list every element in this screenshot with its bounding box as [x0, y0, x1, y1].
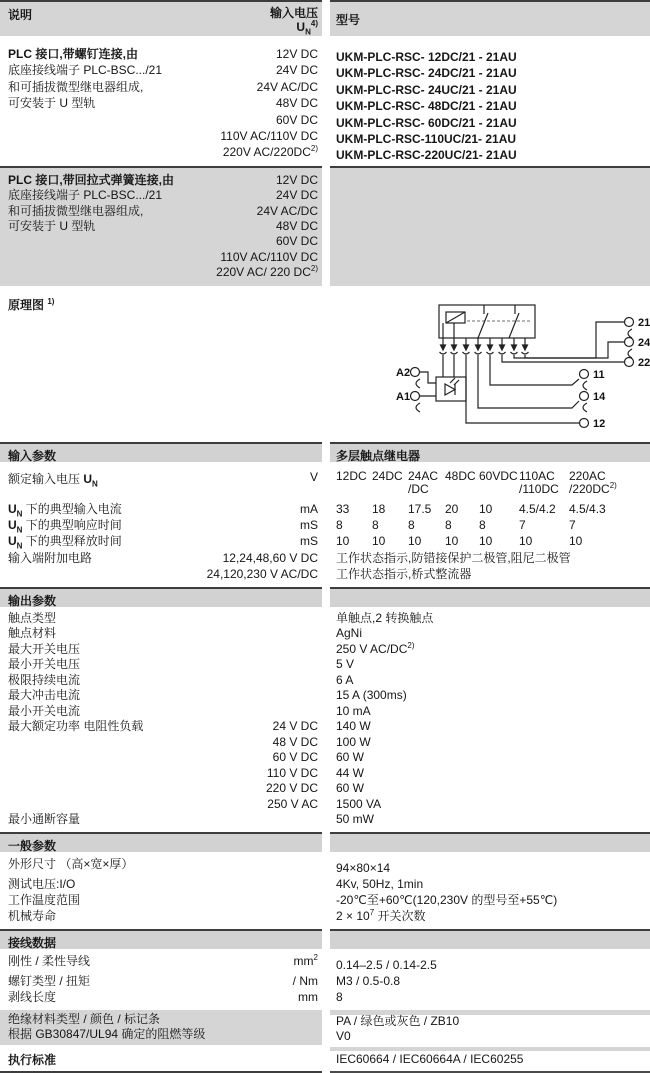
min-switch-current-left	[0, 704, 322, 720]
rated-power-value-24: 140 W	[336, 719, 371, 734]
extra-circuit-left1	[0, 550, 322, 567]
response-time-values: 8 8 8 8 8 7 7	[336, 517, 576, 532]
input-voltage-title-line1: 输入电压	[269, 6, 318, 20]
model-column-title: 型号	[336, 13, 361, 27]
input-voltage-column-title	[270, 6, 318, 36]
rated-power-value-250: 1500 VA	[336, 796, 382, 811]
description-column-title: 说明	[8, 8, 33, 22]
insulation-left	[0, 1010, 322, 1045]
block1-left-cell	[0, 41, 322, 166]
min-capacity-value: 50 mW	[336, 812, 375, 827]
relay-type-title: 多层触点继电器	[330, 442, 650, 462]
socket-contact	[628, 349, 632, 358]
strip-length-left	[0, 989, 322, 1005]
rated-power-left-48	[0, 735, 322, 751]
mech-life-left	[0, 908, 322, 924]
extra-circuit-mid1: 12,24,48,60 V DC	[222, 550, 318, 565]
col-220ac: 220AC /220DC$^{2)}$	[569, 468, 617, 497]
rated-power-value-110: 44 W	[336, 765, 365, 780]
min-capacity-row	[0, 812, 650, 828]
release-time-label: $U_N$ 下的典型释放时间	[8, 534, 122, 551]
response-time-left	[0, 517, 322, 533]
contact-type-label: 触点类型	[8, 610, 57, 625]
socket-contact	[583, 381, 587, 390]
rated-power-mid-48: 48 V DC	[272, 734, 318, 749]
extra-circuit-value2: 工作状态指示,桥式整流器	[336, 567, 472, 582]
col-24acdc: 24AC /DC	[408, 468, 439, 497]
strip-length-row	[0, 989, 650, 1005]
wire-to-21	[525, 322, 624, 358]
wire	[420, 372, 437, 383]
contact1-mover	[478, 313, 488, 338]
label-a2: A2	[396, 366, 411, 379]
strip-length-label: 剥线长度	[8, 990, 57, 1005]
product-block-spring	[0, 166, 650, 286]
schematic-row	[0, 288, 650, 438]
contact-material-value: AgNi	[336, 626, 363, 641]
rated-power-row-24	[0, 719, 650, 735]
schematic-label	[0, 288, 322, 438]
screw-row	[0, 973, 650, 989]
min-switch-voltage-row	[0, 657, 650, 673]
max-switch-voltage-row	[0, 642, 650, 658]
rated-power-row-48	[0, 735, 650, 751]
socket-contact	[416, 379, 420, 388]
voltage-item: 48V DC	[275, 96, 318, 111]
min-capacity-label: 最小通断容量	[8, 812, 81, 827]
input-voltage-title-line2: $U_N^{4)}$	[296, 19, 318, 37]
rated-power-row-220	[0, 781, 650, 797]
dimensions-label: 外形尺寸 （高×宽×厚）	[8, 856, 134, 871]
limit-current-value: 6 A	[336, 672, 354, 687]
relay-pins	[440, 338, 529, 354]
block2-description	[8, 173, 174, 281]
extra-circuit-mid2: 24,120,230 V AC/DC	[206, 567, 318, 582]
dimensions-value: 94×80×14	[336, 860, 391, 875]
terminal-11	[580, 369, 589, 378]
header-left-cell	[0, 0, 322, 36]
min-switch-voltage-value: 5 V	[336, 657, 355, 672]
block2-voltage-list	[216, 173, 318, 281]
max-switch-voltage-value: 250 V AC/DC$^{2)}$	[336, 640, 415, 656]
rated-voltage-left	[0, 466, 322, 497]
inrush-current-left	[0, 688, 322, 704]
voltage-item: 12V DC	[275, 47, 318, 61]
terminal-a2	[411, 367, 420, 376]
wiring-section-bar	[0, 929, 650, 949]
block1-desc-line3: 和可插拔微型继电器组成,	[8, 79, 144, 94]
screw-label: 螺钉类型 / 扭矩	[8, 974, 91, 989]
test-voltage-row	[0, 876, 650, 892]
relay-circuit-diagram	[336, 288, 650, 438]
min-switch-current-label: 最小开关电流	[8, 703, 81, 718]
rated-power-mid-110: 110 V DC	[266, 765, 318, 780]
rated-power-mid-250: 250 V AC	[267, 796, 318, 811]
standards-row	[0, 1047, 650, 1073]
block1-desc-line2: 底座接线端子 PLC-BSC.../21	[8, 63, 163, 78]
min-switch-voltage-label: 最小开关电压	[8, 657, 81, 672]
insulation-right	[330, 1010, 650, 1045]
model-number: UKM-PLC-RSC- 60DC/21 - 21AU	[336, 115, 517, 130]
dimensions-left	[0, 856, 322, 876]
general-section-bar	[0, 832, 650, 852]
contact-material-label: 触点材料	[8, 626, 57, 641]
diode-symbol	[445, 378, 459, 395]
indicator-diode-box	[436, 377, 466, 401]
contact-type-value: 单触点,2 转换触点	[336, 610, 434, 625]
model-number: UKM-PLC-RSC- 12DC/21 - 21AU	[336, 50, 517, 64]
limit-current-label: 极限持续电流	[8, 672, 81, 687]
strip-length-value: 8	[336, 990, 343, 1005]
rated-power-left-250	[0, 797, 322, 813]
voltage-item: 220V AC/220DC$^{2)}$	[222, 144, 318, 160]
rated-power-mid-60: 60 V DC	[272, 750, 318, 765]
standards-value: IEC60664 / IEC60664A / IEC60255	[330, 1047, 650, 1073]
general-section-title: 一般参数	[0, 832, 322, 852]
block2-desc-line2: 底座接线端子 PLC-BSC.../21	[8, 188, 163, 203]
insulation-material-label: 绝缘材料类型 / 颜色 / 标记条	[8, 1011, 161, 1026]
input-current-row	[0, 501, 650, 517]
flammability-label: 根据 GB30847/UL94 确定的阻燃等级	[8, 1026, 206, 1041]
rated-power-mid-220: 220 V DC	[265, 781, 318, 796]
rated-voltage-label: 额定输入电压 $U_N$	[8, 471, 98, 489]
limit-current-row	[0, 673, 650, 689]
extra-circuit-left2	[0, 566, 322, 583]
socket-contact	[583, 403, 587, 412]
header-right-cell	[330, 0, 650, 36]
contact-type-row	[0, 607, 650, 627]
voltage-item: 24V AC/DC	[256, 203, 318, 218]
wiring-section-bar-right	[330, 929, 650, 949]
mech-life-label: 机械寿命	[8, 909, 57, 924]
rated-voltage-unit: V	[309, 469, 318, 484]
schematic-label-text: 原理图	[8, 297, 48, 312]
conductor-value: 0.14–2.5 / 0.14-2.5	[336, 957, 437, 972]
wiring-section-title: 接线数据	[0, 929, 322, 949]
max-switch-voltage-label: 最大开关电压	[8, 641, 81, 656]
temp-range-value: -20℃至+60℃(120,230V 的型号至+55℃)	[336, 893, 558, 908]
min-switch-current-value: 10 mA	[336, 703, 371, 718]
screw-left	[0, 973, 322, 989]
block2-desc-line4: 可安装于 U 型轨	[8, 219, 96, 234]
test-voltage-label: 测试电压:I/O	[8, 876, 76, 891]
conductor-left	[0, 953, 322, 973]
input-current-unit: mA	[300, 501, 318, 516]
block2-left-cell	[0, 166, 322, 286]
input-section-bar	[0, 442, 650, 462]
test-voltage-left	[0, 876, 322, 892]
col-12dc: 12DC	[336, 468, 367, 483]
insulation-material-value: PA / 绿色或灰色 / ZB10	[336, 1013, 460, 1028]
wire-to-24	[514, 342, 624, 358]
standards-label: 执行标准	[0, 1047, 322, 1073]
block2-desc-line1: PLC 接口,带回拉式弹簧连接,由	[8, 172, 175, 187]
screw-value: M3 / 0.5-0.8	[336, 974, 401, 989]
contact2-mover	[509, 313, 519, 338]
rated-power-label: 最大额定功率 电阻性负载	[8, 719, 144, 734]
contact-type-left	[0, 611, 322, 627]
strip-length-unit: mm	[298, 990, 318, 1005]
rated-power-left	[0, 719, 322, 735]
voltage-item: 24V DC	[275, 63, 318, 78]
voltage-matrix-header	[330, 466, 650, 497]
socket-contact	[628, 329, 632, 338]
output-section-bar	[0, 587, 650, 607]
temp-range-row	[0, 892, 650, 908]
release-time-left	[0, 533, 322, 549]
input-section-title: 输入参数	[0, 442, 322, 462]
voltage-item: 220V AC/ 220 DC$^{2)}$	[216, 264, 318, 280]
terminal-a1	[411, 391, 420, 400]
output-section-bar-right	[330, 587, 650, 607]
test-voltage-value: 4Kv, 50Hz, 1min	[336, 876, 424, 891]
terminal-24	[625, 337, 634, 346]
conductor-label: 刚性 / 柔性导线	[8, 953, 91, 968]
product-block-screw	[0, 41, 650, 166]
rated-power-value-48: 100 W	[336, 734, 371, 749]
rated-power-value-220: 60 W	[336, 781, 365, 796]
wire-to-14	[478, 355, 579, 408]
contact-material-row	[0, 626, 650, 642]
inrush-current-row	[0, 688, 650, 704]
rated-power-mid-24: 24 V DC	[272, 719, 318, 734]
inrush-current-label: 最大冲击电流	[8, 688, 81, 703]
mech-life-row	[0, 908, 650, 924]
max-switch-voltage-left	[0, 642, 322, 658]
col-110ac: 110AC /110DC	[519, 468, 559, 497]
terminal-22	[625, 357, 634, 366]
label-21: 21	[638, 316, 650, 329]
response-time-row	[0, 517, 650, 533]
limit-current-left	[0, 673, 322, 689]
rated-power-left-110	[0, 766, 322, 782]
block1-voltage-list	[220, 46, 318, 161]
col-48dc: 48DC	[445, 468, 476, 483]
extra-circuit-value1: 工作状态指示,防错接保护二极管,阻尼二极管	[336, 550, 571, 565]
model-number: UKM-PLC-RSC- 24DC/21 - 21AU	[336, 66, 517, 81]
min-capacity-left	[0, 812, 322, 828]
input-current-values: 33 18 17.5 20 10 4.5/4.2 4.5/4.3	[336, 501, 606, 516]
extra-circuit-row2	[0, 566, 650, 583]
output-section-title: 输出参数	[0, 587, 322, 607]
voltage-item: 48V DC	[275, 219, 318, 234]
dimensions-row	[0, 852, 650, 876]
conductor-unit: $mm^2$	[293, 952, 318, 968]
release-time-unit: mS	[300, 534, 318, 549]
voltage-item: 24V AC/DC	[256, 79, 318, 94]
terminal-14	[580, 391, 589, 400]
voltage-item: 110V AC/110V DC	[220, 129, 318, 144]
insulation-row	[0, 1010, 650, 1045]
label-12: 12	[593, 417, 606, 430]
schematic-label-footnote: 1)	[47, 296, 55, 306]
release-time-row	[0, 533, 650, 549]
rated-power-row-250	[0, 797, 650, 813]
flammability-value: V0	[336, 1028, 351, 1043]
label-11: 11	[593, 368, 605, 381]
rated-power-left-60	[0, 750, 322, 766]
model-number: UKM-PLC-RSC- 24UC/21 - 21AU	[336, 82, 517, 97]
block1-description	[8, 46, 162, 161]
screw-unit: / Nm	[292, 974, 318, 989]
response-time-unit: mS	[300, 517, 318, 532]
voltage-item: 60V DC	[275, 112, 318, 127]
model-number: UKM-PLC-RSC-220UC/21- 21AU	[336, 148, 517, 163]
input-current-left	[0, 501, 322, 517]
release-time-values: 10 10 10 10 10 10 10	[336, 534, 583, 549]
rated-voltage-row	[0, 462, 650, 497]
block1-desc-line1: PLC 接口,带螺钉连接,由	[8, 47, 139, 61]
schematic-cell	[330, 288, 650, 438]
table-header-row	[0, 0, 650, 36]
rated-power-row-60	[0, 750, 650, 766]
socket-contact	[416, 403, 420, 412]
extra-circuit-label: 输入端附加电路	[8, 550, 93, 565]
voltage-item: 60V DC	[275, 234, 318, 249]
voltage-item: 110V AC/110V DC	[220, 249, 318, 264]
mech-life-value: $2 \times 10^7$ 开关次数	[336, 908, 426, 924]
wire-to-11	[490, 355, 579, 385]
wire-to-12	[466, 355, 579, 423]
coil-diagonal	[446, 312, 465, 323]
inrush-current-value: 15 A (300ms)	[336, 688, 407, 703]
label-14: 14	[593, 390, 606, 403]
response-time-label: $U_N$ 下的典型响应时间	[8, 517, 122, 535]
block1-desc-line4: 可安装于 U 型轨	[8, 96, 96, 111]
model-number: UKM-PLC-RSC-110UC/21- 21AU	[336, 132, 517, 147]
terminal-21	[625, 317, 634, 326]
voltage-item: 24V DC	[275, 188, 318, 203]
voltage-item: 12V DC	[275, 172, 318, 187]
temp-range-left	[0, 892, 322, 908]
rated-power-left-220	[0, 781, 322, 797]
label-a1: A1	[396, 390, 411, 403]
min-switch-voltage-left	[0, 657, 322, 673]
col-60vdc: 60VDC	[479, 468, 518, 483]
label-22: 22	[638, 356, 650, 369]
terminal-12	[580, 418, 589, 427]
contact-material-left	[0, 626, 322, 642]
extra-circuit-row1	[0, 550, 650, 567]
block2-desc-line3: 和可插拔微型继电器组成,	[8, 203, 144, 218]
model-number: UKM-PLC-RSC- 48DC/21 - 21AU	[336, 99, 517, 114]
block2-right-cell	[330, 166, 650, 286]
label-24: 24	[638, 336, 650, 349]
general-section-bar-right	[330, 832, 650, 852]
col-24dc: 24DC	[372, 468, 403, 483]
conductor-row	[0, 949, 650, 973]
temp-range-label: 工作温度范围	[8, 893, 81, 908]
min-switch-current-row	[0, 704, 650, 720]
rated-power-value-60: 60 W	[336, 750, 365, 765]
model-list	[330, 41, 650, 166]
input-current-label: $U_N$ 下的典型输入电流	[8, 501, 122, 519]
rated-power-row-110	[0, 766, 650, 782]
